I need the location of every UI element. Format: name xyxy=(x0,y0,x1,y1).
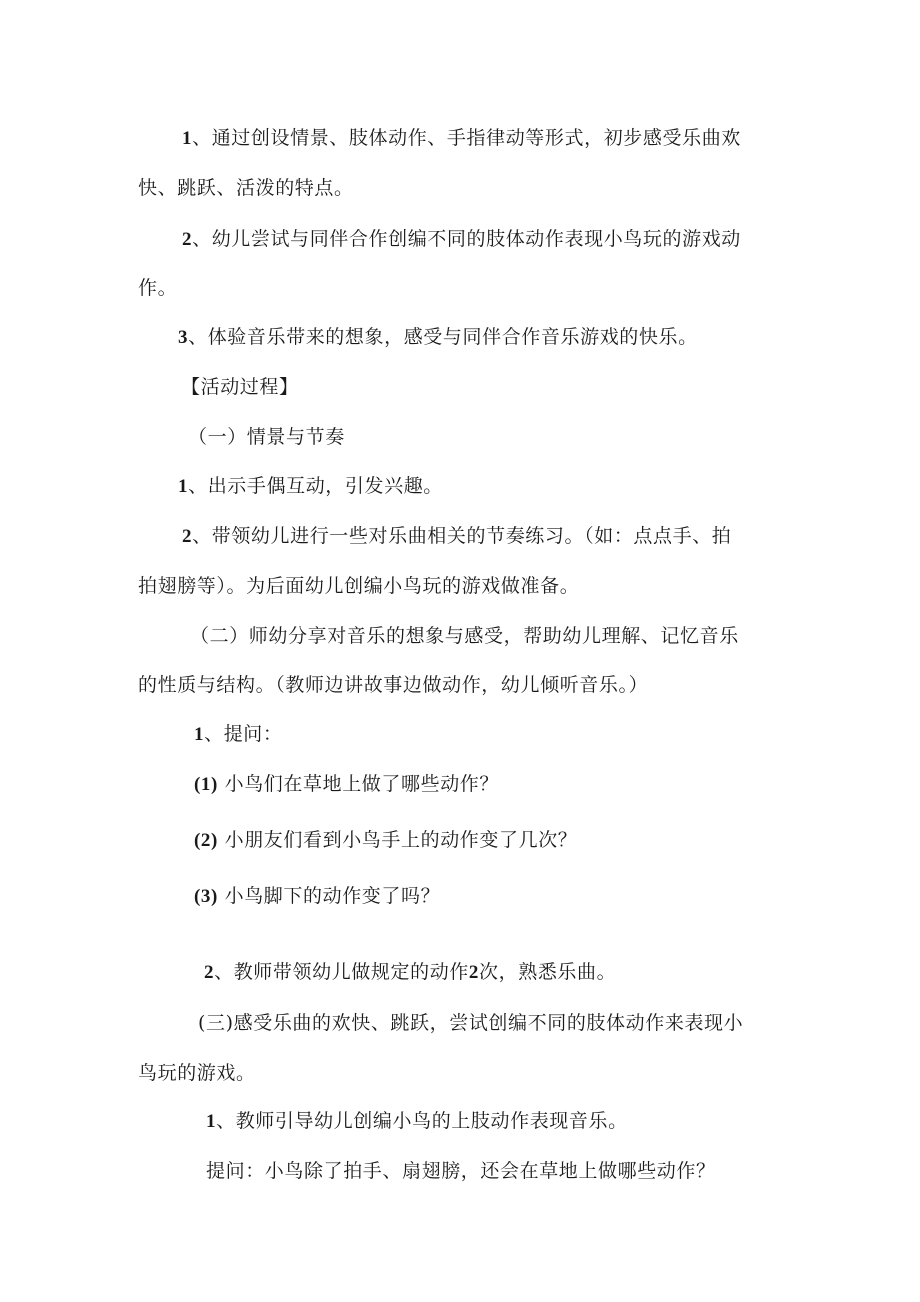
paragraph-text: 、幼儿尝试与同伴合作创编不同的肢体动作表现小鸟玩的游戏动 xyxy=(192,228,741,250)
question-text: 小鸟脚下的动作变了吗？ xyxy=(217,885,441,907)
item-number: 1 xyxy=(206,1111,217,1132)
paragraph-text: 作。 xyxy=(138,277,178,299)
count-number: 2 xyxy=(468,962,480,983)
paragraph-text: 快、跳跃、活泼的特点。 xyxy=(138,177,354,199)
subsection-heading-2-line-2 xyxy=(138,673,648,697)
question-text: 小朋友们看到小鸟手上的动作变了几次？ xyxy=(217,829,578,851)
paragraph-text: 、出示手偶互动，引发兴趣。 xyxy=(188,475,443,497)
heading-text: 鸟玩的游戏。 xyxy=(138,1062,256,1084)
question-2-line xyxy=(194,828,577,853)
objective-2-line-2 xyxy=(138,276,177,300)
paragraph-text: 拍翅膀等）。为后面幼儿创编小鸟玩的游戏做准备。 xyxy=(138,575,580,597)
heading-text: 的性质与结构。（教师边讲故事边做动作，幼儿倾听音乐。） xyxy=(138,674,649,696)
paragraph-text: 、提问： xyxy=(204,723,283,745)
question-1-line xyxy=(194,772,499,797)
objective-1-line-1 xyxy=(182,126,741,151)
subsection-heading-2-line-1 xyxy=(190,624,739,648)
item-number: 3 xyxy=(178,327,189,348)
step-1-2-line-1 xyxy=(182,524,731,549)
heading-text: （一）情景与节奏 xyxy=(188,426,345,448)
item-number: 1 xyxy=(182,128,193,149)
paragraph-text: 、教师引导幼儿创编小鸟的上肢动作表现音乐。 xyxy=(216,1110,628,1132)
item-number: 2 xyxy=(204,962,215,983)
question-number: (2) xyxy=(194,830,218,851)
objective-1-line-2 xyxy=(138,176,354,200)
paragraph-text-continued: 次，熟悉乐曲。 xyxy=(479,961,617,983)
step-1-2-line-2 xyxy=(138,574,579,598)
step-2-1-line xyxy=(194,722,283,747)
section-heading-activity-process xyxy=(181,375,299,399)
heading-text: 【活动过程】 xyxy=(181,376,299,398)
step-1-1-line xyxy=(178,474,443,499)
subsection-heading-1 xyxy=(188,425,345,449)
item-number: 2 xyxy=(182,229,193,250)
heading-text: (三)感受乐曲的欢快、跳跃，尝试创编不同的肢体动作来表现小 xyxy=(198,1012,744,1034)
paragraph-text: 、带领幼儿进行一些对乐曲相关的节奏练习。（如：点点手、拍 xyxy=(192,525,732,547)
objective-2-line-1 xyxy=(182,227,741,252)
question-number: (1) xyxy=(194,774,218,795)
question-3-line xyxy=(194,884,440,909)
paragraph-text: 、体验音乐带来的想象，感受与同伴合作音乐游戏的快乐。 xyxy=(188,326,698,348)
step-3-1-line xyxy=(206,1109,628,1134)
heading-text: （二）师幼分享对音乐的想象与感受，帮助幼儿理解、记忆音乐 xyxy=(190,625,739,647)
item-number: 1 xyxy=(178,476,189,497)
question-number: (3) xyxy=(194,886,218,907)
question-text: 小鸟们在草地上做了哪些动作？ xyxy=(217,773,500,795)
paragraph-text: 、教师带领幼儿做规定的动作 xyxy=(214,961,469,983)
step-2-2-line xyxy=(204,960,616,985)
objective-3-line xyxy=(178,325,698,350)
subsection-heading-3-line-2 xyxy=(138,1061,256,1085)
paragraph-text: 提问：小鸟除了拍手、扇翅膀，还会在草地上做哪些动作？ xyxy=(206,1160,716,1182)
item-number: 1 xyxy=(194,724,205,745)
paragraph-text: 、通过创设情景、肢体动作、手指律动等形式，初步感受乐曲欢 xyxy=(192,127,741,149)
step-3-question-line xyxy=(206,1159,716,1183)
subsection-heading-3-line-1 xyxy=(198,1011,743,1035)
item-number: 2 xyxy=(182,526,193,547)
